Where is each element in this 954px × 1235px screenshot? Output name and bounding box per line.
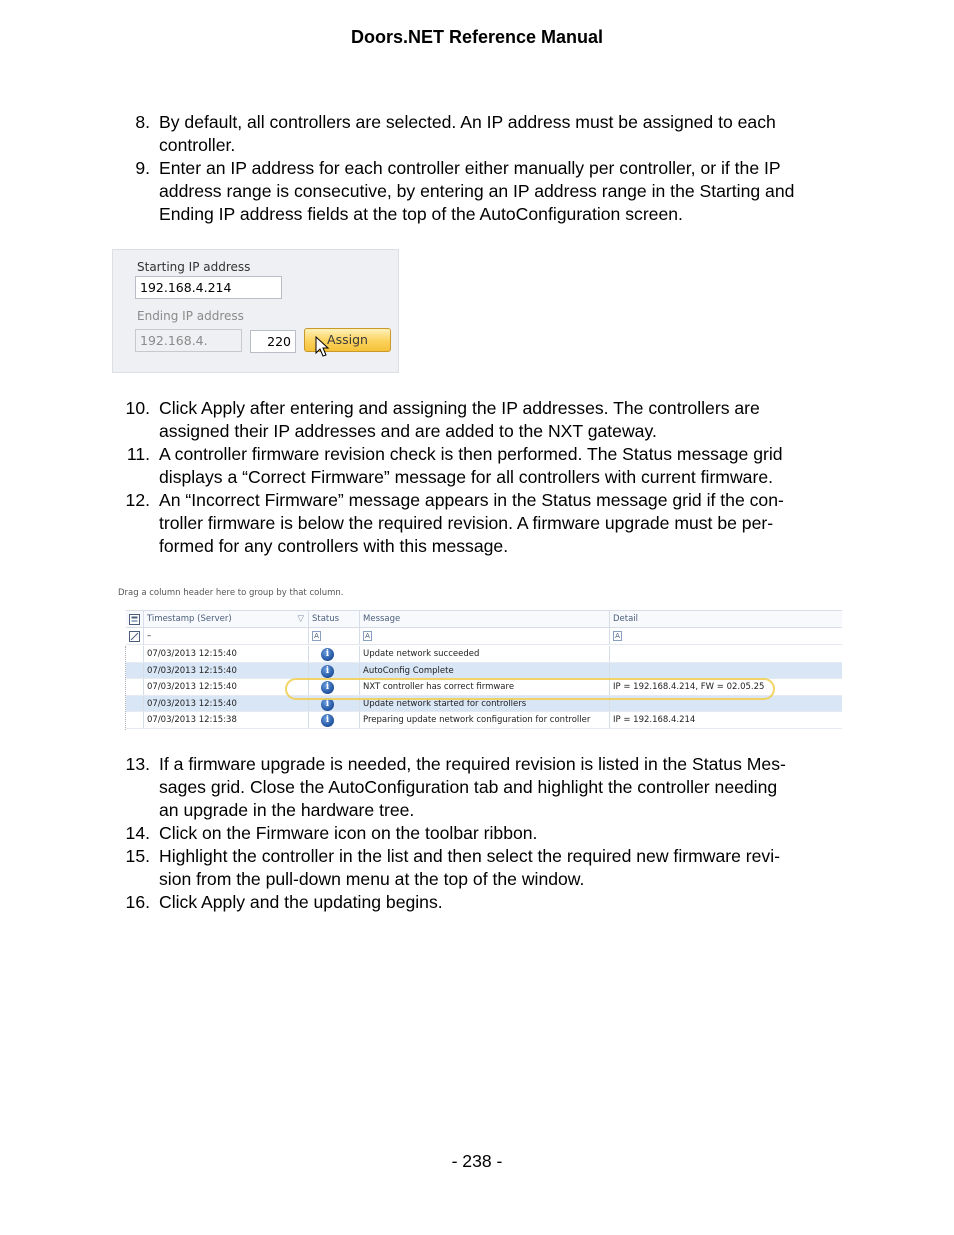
ip-address-panel [112,249,399,373]
step-text-line: If a firmware upgrade is needed, the required revision is listed in the Status Mes- [159,754,786,774]
step-item [118,845,838,891]
filter-icon: A [312,631,321,641]
cell-timestamp: 07/03/2013 12:15:40 [144,679,309,695]
step-text-line: Enter an IP address for each controller either manually per controller, or if the IP [159,158,781,178]
row-selector [126,663,144,679]
step-text-line: controller. [159,135,236,155]
cell-timestamp: 07/03/2013 12:15:40 [144,646,309,662]
step-text-line: An “Incorrect Firmware” message appears in the Status message grid if the con- [159,490,784,510]
step-number: 12. [125,490,150,510]
steps-list-1 [118,111,838,226]
step-text-line: Click Apply and the updating begins. [159,892,443,912]
cell-detail [610,646,842,662]
table-row[interactable] [126,646,842,663]
step-text-line: By default, all controllers are selected. An IP address must be assigned to each [159,112,776,132]
cell-detail: IP = 192.168.4.214, FW = 02.05.25 [613,682,765,693]
cell-message: NXT controller has correct firmware [360,679,610,695]
filter-clear-icon[interactable] [126,628,144,644]
step-text-line: sion from the pull-down menu at the top of the window. [159,869,585,889]
page-number: - 238 - [451,1151,503,1171]
cell-message: Preparing update network configuration for controller [360,712,610,728]
step-number: 11. [126,444,150,464]
step-number: 16. [125,892,150,912]
step-number: 10. [125,398,150,418]
cell-detail: IP = 192.168.4.214 [613,715,696,726]
info-icon: i [321,681,334,694]
step-number: 8. [135,112,150,132]
cell-timestamp: 07/03/2013 12:15:38 [144,712,309,728]
grid-filter-row [126,628,842,645]
step-item [118,111,838,157]
table-row[interactable] [126,663,842,680]
step-text-line: assigned their IP addresses and are added to the NXT gateway. [159,421,657,441]
correct-firmware-highlight [285,678,775,700]
assign-button[interactable]: Assign [304,328,391,352]
step-text-line: troller firmware is below the required revision. A firmware upgrade must be per- [159,513,774,533]
column-header-message[interactable]: Message [360,611,610,627]
filter-icon: A [363,631,372,641]
cell-message: Update network succeeded [360,646,610,662]
message-filter[interactable] [360,628,610,644]
cell-status [309,663,360,679]
status-filter[interactable] [309,628,360,644]
step-text-line: Ending IP address fields at the top of the AutoConfiguration screen. [159,204,683,224]
page-header-title: Doors.NET Reference Manual [350,27,604,47]
info-icon: i [321,698,334,711]
step-number: 15. [125,846,150,866]
cell-timestamp: 07/03/2013 12:15:40 [144,663,309,679]
cell-message: AutoConfig Complete [360,663,610,679]
ending-ip-suffix-field[interactable]: 220 [250,330,296,353]
step-text-line: Click on the Firmware icon on the toolbar ribbon. [159,823,538,843]
step-item [118,891,838,914]
step-number: 13. [125,754,150,774]
step-number: 9. [135,158,150,178]
info-icon: i [321,665,334,678]
step-text-line: an upgrade in the hardware tree. [159,800,415,820]
cell-message: Update network started for controllers [360,696,610,712]
timestamp-filter[interactable]: – [144,628,309,644]
step-text-line: Click Apply after entering and assigning the IP addresses. The controllers are [159,398,760,418]
detail-filter[interactable] [610,628,842,644]
sort-arrow-icon: ▽ [297,614,304,624]
step-item [118,157,838,226]
step-text-line: sages grid. Close the AutoConfiguration tab and highlight the controller needing [159,777,778,797]
step-text-line: address range is consecutive, by entering an IP address range in the Starting and [159,181,795,201]
step-item [118,397,838,443]
step-item [118,489,838,558]
column-header-detail[interactable]: Detail [613,614,639,624]
row-gutter [117,646,126,730]
group-by-hint: Drag a column header here to group by that column. [118,588,344,598]
ending-ip-prefix-field: 192.168.4. [135,329,242,352]
mouse-cursor-icon [315,336,331,358]
step-text-line: displays a “Correct Firmware” message for all controllers with current firmware. [159,467,773,487]
cell-detail [610,663,842,679]
info-icon: i [321,648,334,661]
filter-icon: A [613,631,622,641]
row-selector [126,696,144,712]
starting-ip-label: Starting IP address [137,260,251,274]
grid-header-row [126,610,842,628]
column-header-status[interactable]: Status [309,611,360,627]
step-text-line: formed for any controllers with this message. [159,536,509,556]
cell-status [309,646,360,662]
ending-ip-label: Ending IP address [137,309,244,323]
cell-timestamp: 07/03/2013 12:15:40 [144,696,309,712]
starting-ip-field[interactable]: 192.168.4.214 [135,276,282,299]
row-selector [126,646,144,662]
column-chooser-icon[interactable] [126,611,144,627]
row-selector [126,712,144,728]
status-message-grid [117,588,842,730]
step-text-line: A controller firmware revision check is then performed. The Status message grid [159,444,783,464]
steps-list-3 [118,753,838,914]
step-number: 14. [125,823,150,843]
step-text-line: Highlight the controller in the list and then select the required new firmware revi- [159,846,780,866]
table-row[interactable] [126,712,842,729]
row-selector [126,679,144,695]
info-icon: i [321,714,334,727]
step-item [118,443,838,489]
cell-status [309,712,360,728]
column-header-timestamp[interactable]: Timestamp (Server) ▽ [144,611,309,627]
step-item [118,822,838,845]
step-item [118,753,838,822]
steps-list-2 [118,397,838,558]
